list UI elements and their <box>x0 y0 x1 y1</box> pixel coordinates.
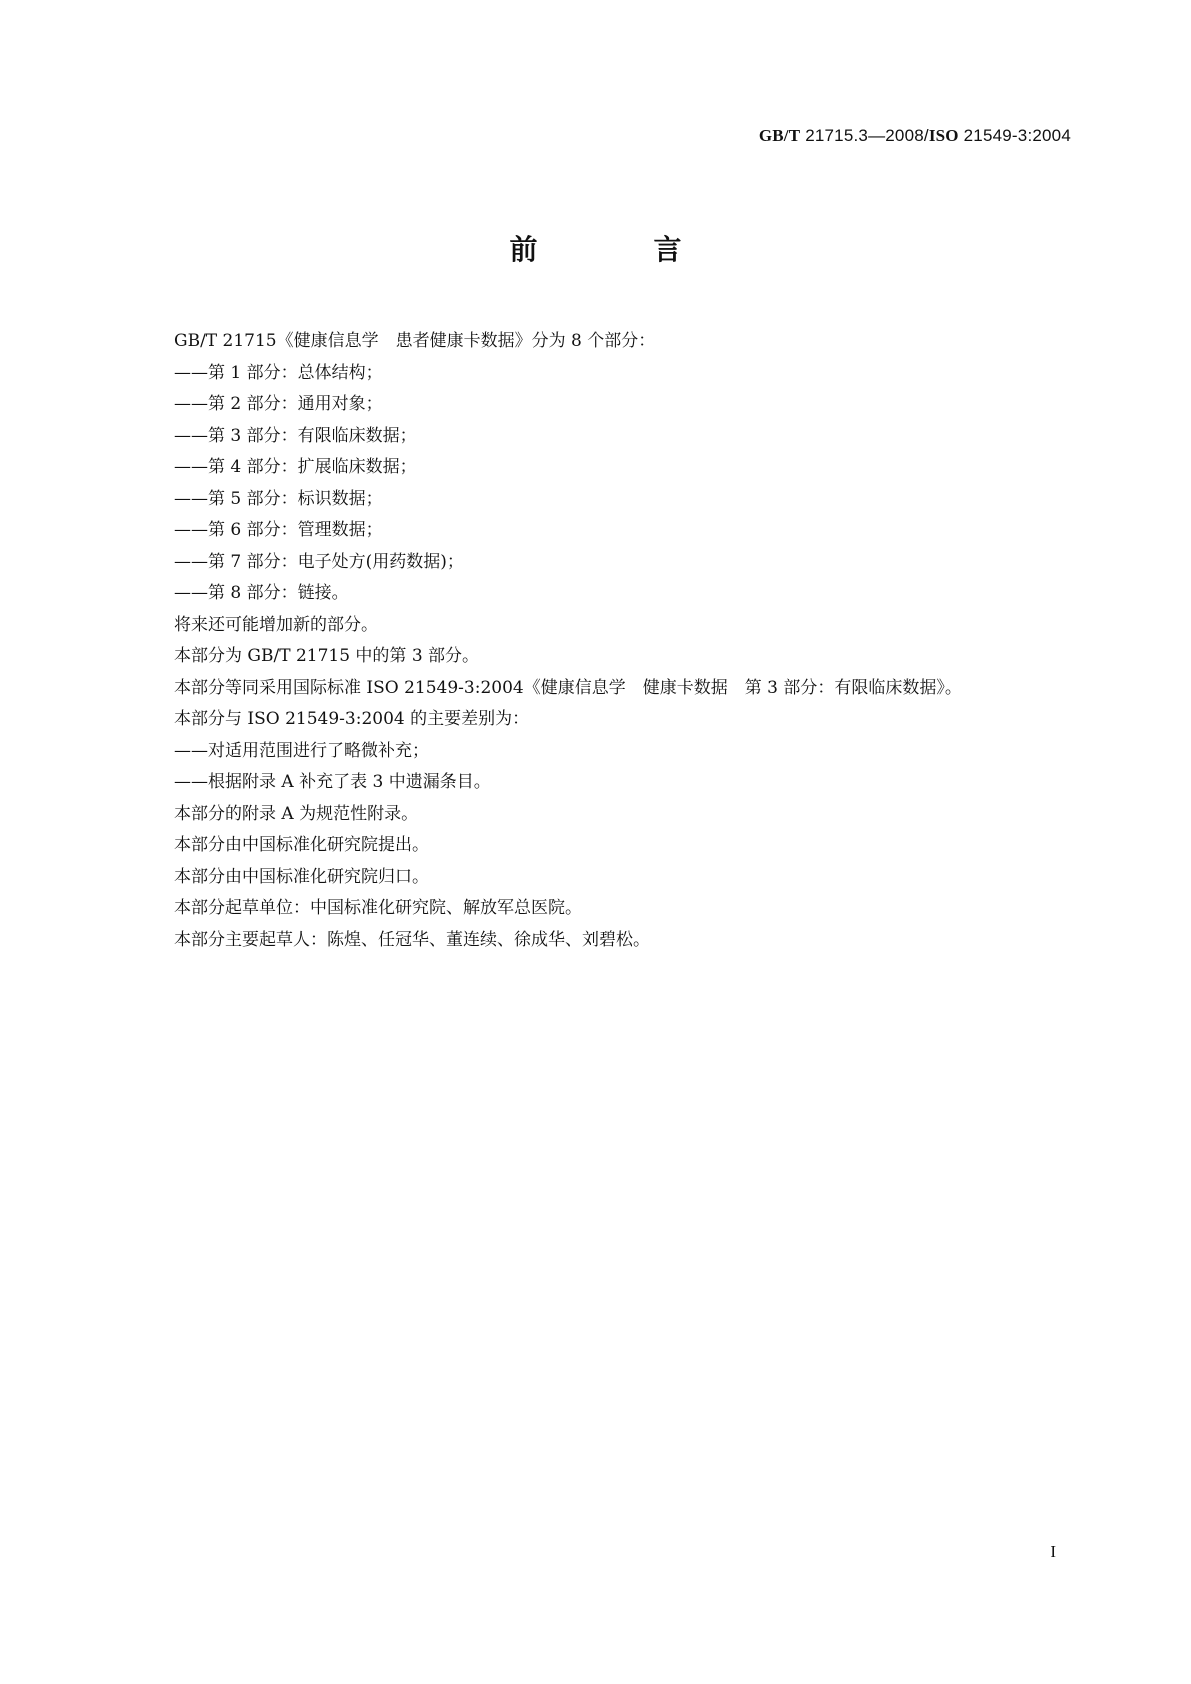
body-paragraph: 本部分由中国标准化研究院提出。 <box>174 835 429 855</box>
body-paragraph: 本部分的附录 A 为规范性附录。 <box>174 803 419 824</box>
part-list-item: ——第 8 部分：链接。 <box>174 583 349 603</box>
part-list-item: ——第 7 部分：电子处方(用药数据)； <box>174 551 464 572</box>
body-paragraph: 本部分等同采用国际标准 ISO 21549-3:2004《健康信息学 健康卡数据 第 3 部分：有限临床数据》。 <box>174 677 962 698</box>
body-paragraph: 本部分为 GB/T 21715 中的第 3 部分。 <box>174 646 480 666</box>
difference-list-item: ——对适用范围进行了略微补充； <box>174 740 429 761</box>
body-paragraph: 本部分起草单位：中国标准化研究院、解放军总医院。 <box>174 898 582 918</box>
part-list-item: ——第 5 部分：标识数据； <box>174 488 383 509</box>
std-iso-number: 21549-3:2004 <box>963 126 1071 145</box>
body-paragraph: 本部分与 ISO 21549-3:2004 的主要差别为： <box>174 709 530 729</box>
difference-list-item: ——根据附录 A 补充了表 3 中遗漏条目。 <box>174 772 491 792</box>
std-gb-prefix: GB/T <box>758 126 801 145</box>
page-number: I <box>1050 1542 1056 1561</box>
standard-number-header <box>759 126 1071 146</box>
foreword-body <box>135 326 1059 956</box>
part-list-item: ——第 3 部分：有限临床数据； <box>174 425 417 446</box>
body-paragraph: 本部分主要起草人：陈煌、任冠华、董连续、徐成华、刘碧松。 <box>174 929 650 950</box>
part-list-item: ——第 6 部分：管理数据； <box>174 520 383 540</box>
part-list-item: ——第 1 部分：总体结构； <box>174 362 383 383</box>
part-list-item: ——第 2 部分：通用对象； <box>174 394 383 414</box>
body-paragraph: 将来还可能增加新的部分。 <box>174 614 378 635</box>
intro-paragraph: GB/T 21715《健康信息学 患者健康卡数据》分为 8 个部分： <box>174 331 656 351</box>
std-iso-prefix: ISO <box>928 126 959 145</box>
body-paragraph: 本部分由中国标准化研究院归口。 <box>174 866 429 887</box>
part-list-item: ——第 4 部分：扩展临床数据； <box>174 457 417 477</box>
page-title: 前 言 <box>509 233 726 266</box>
std-gb-number: 21715.3—2008/ <box>805 126 929 145</box>
